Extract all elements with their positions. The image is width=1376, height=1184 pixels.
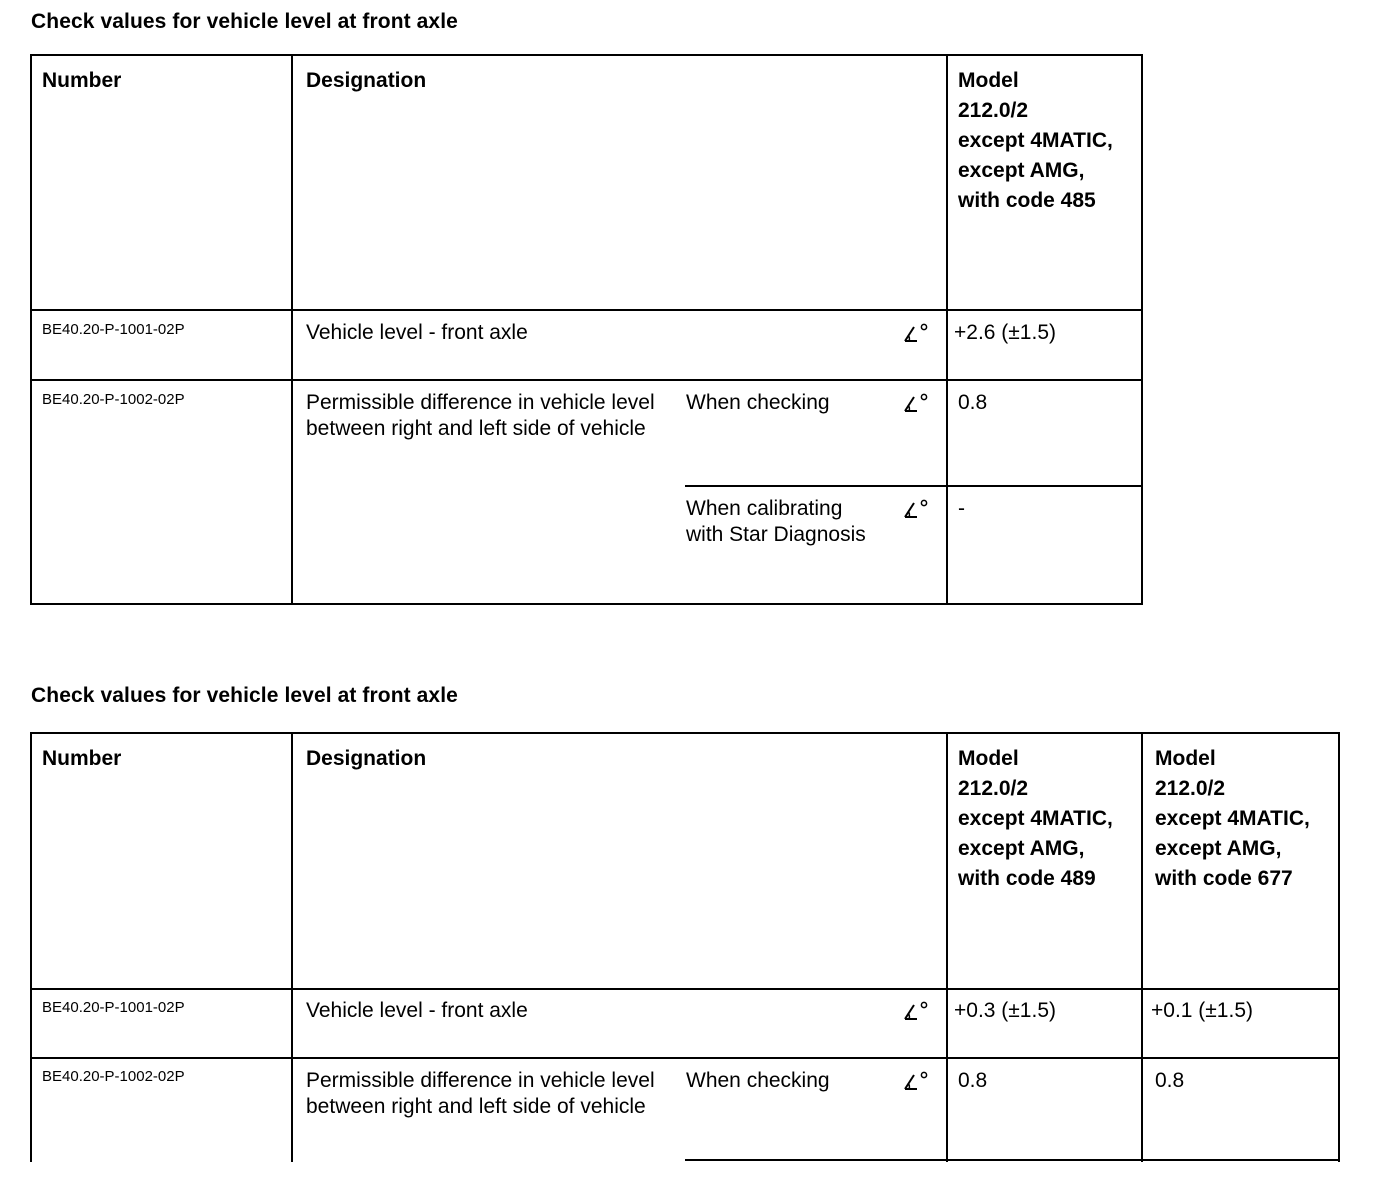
- row-value: 0.8: [1155, 1069, 1185, 1092]
- table-1-col-divider-1: [291, 54, 293, 605]
- model-line: except AMG,: [958, 837, 1085, 860]
- model-line: with code 485: [958, 189, 1096, 212]
- row-number: BE40.20-P-1001-02P: [42, 999, 185, 1016]
- row-value: -: [958, 497, 965, 520]
- row-number: BE40.20-P-1002-02P: [42, 391, 185, 408]
- table-1-border-right: [1141, 54, 1143, 605]
- table-2-border-left: [30, 732, 32, 1162]
- model-label: Model: [1155, 747, 1216, 770]
- model-line: with code 489: [958, 867, 1096, 890]
- row-designation: Permissible difference in vehicle level between right and left side of vehicle: [306, 1069, 655, 1118]
- angle-degree-icon: [903, 322, 931, 344]
- table-2-col-divider-1: [291, 732, 293, 1162]
- table-2-subrow-divider: [685, 1159, 1340, 1161]
- model-line: except 4MATIC,: [1155, 807, 1310, 830]
- table-2-border-top: [30, 732, 1340, 734]
- table-1-border-top: [30, 54, 1143, 56]
- model-label: Model: [958, 69, 1019, 92]
- table-2-title: Check values for vehicle level at front axle: [31, 684, 458, 707]
- row-designation: Vehicle level - front axle: [306, 999, 528, 1022]
- table-1-subrow-divider: [685, 485, 1143, 487]
- row-condition: When checking: [686, 1069, 830, 1092]
- row-condition: When checking: [686, 391, 830, 414]
- row-number: BE40.20-P-1001-02P: [42, 321, 185, 338]
- row-condition: When calibrating with Star Diagnosis: [686, 497, 866, 546]
- table-1-row-divider: [30, 379, 1143, 381]
- angle-degree-icon: [903, 1070, 931, 1092]
- model-line: 212.0/2: [958, 99, 1029, 122]
- table-1-title: Check values for vehicle level at front axle: [31, 10, 458, 33]
- header-model: [958, 66, 1113, 216]
- angle-degree-icon: [903, 498, 931, 520]
- row-designation: Permissible difference in vehicle level between right and left side of vehicle: [306, 391, 655, 440]
- header-number: Number: [42, 747, 122, 770]
- table-1-border-left: [30, 54, 32, 605]
- angle-degree-icon: [903, 1000, 931, 1022]
- header-number: Number: [42, 69, 122, 92]
- table-2-border-right: [1338, 732, 1340, 1162]
- model-line: except AMG,: [958, 159, 1085, 182]
- row-value: +0.3 (±1.5): [954, 999, 1056, 1022]
- row-designation: Vehicle level - front axle: [306, 321, 528, 344]
- row-value: 0.8: [958, 391, 988, 414]
- model-line: except AMG,: [1155, 837, 1282, 860]
- model-line: except 4MATIC,: [958, 129, 1113, 152]
- model-line: 212.0/2: [1155, 777, 1226, 800]
- header-model: [958, 744, 1113, 894]
- header-designation: Designation: [306, 69, 427, 92]
- angle-degree-icon: [903, 392, 931, 414]
- table-2-header-divider: [30, 988, 1340, 990]
- model-line: except 4MATIC,: [958, 807, 1113, 830]
- row-value: 0.8: [958, 1069, 988, 1092]
- model-line: 212.0/2: [958, 777, 1029, 800]
- row-value: +2.6 (±1.5): [954, 321, 1056, 344]
- header-model: [1155, 744, 1310, 894]
- table-1-header-divider: [30, 309, 1143, 311]
- model-line: with code 677: [1155, 867, 1293, 890]
- table-2-col-divider-3: [1141, 732, 1143, 1162]
- model-label: Model: [958, 747, 1019, 770]
- row-value: +0.1 (±1.5): [1151, 999, 1253, 1022]
- table-1-col-divider-2: [946, 54, 948, 605]
- header-designation: Designation: [306, 747, 427, 770]
- table-1-border-bottom: [30, 603, 1143, 605]
- row-number: BE40.20-P-1002-02P: [42, 1068, 185, 1085]
- table-2-col-divider-2: [946, 732, 948, 1162]
- table-2-row-divider: [30, 1057, 1340, 1059]
